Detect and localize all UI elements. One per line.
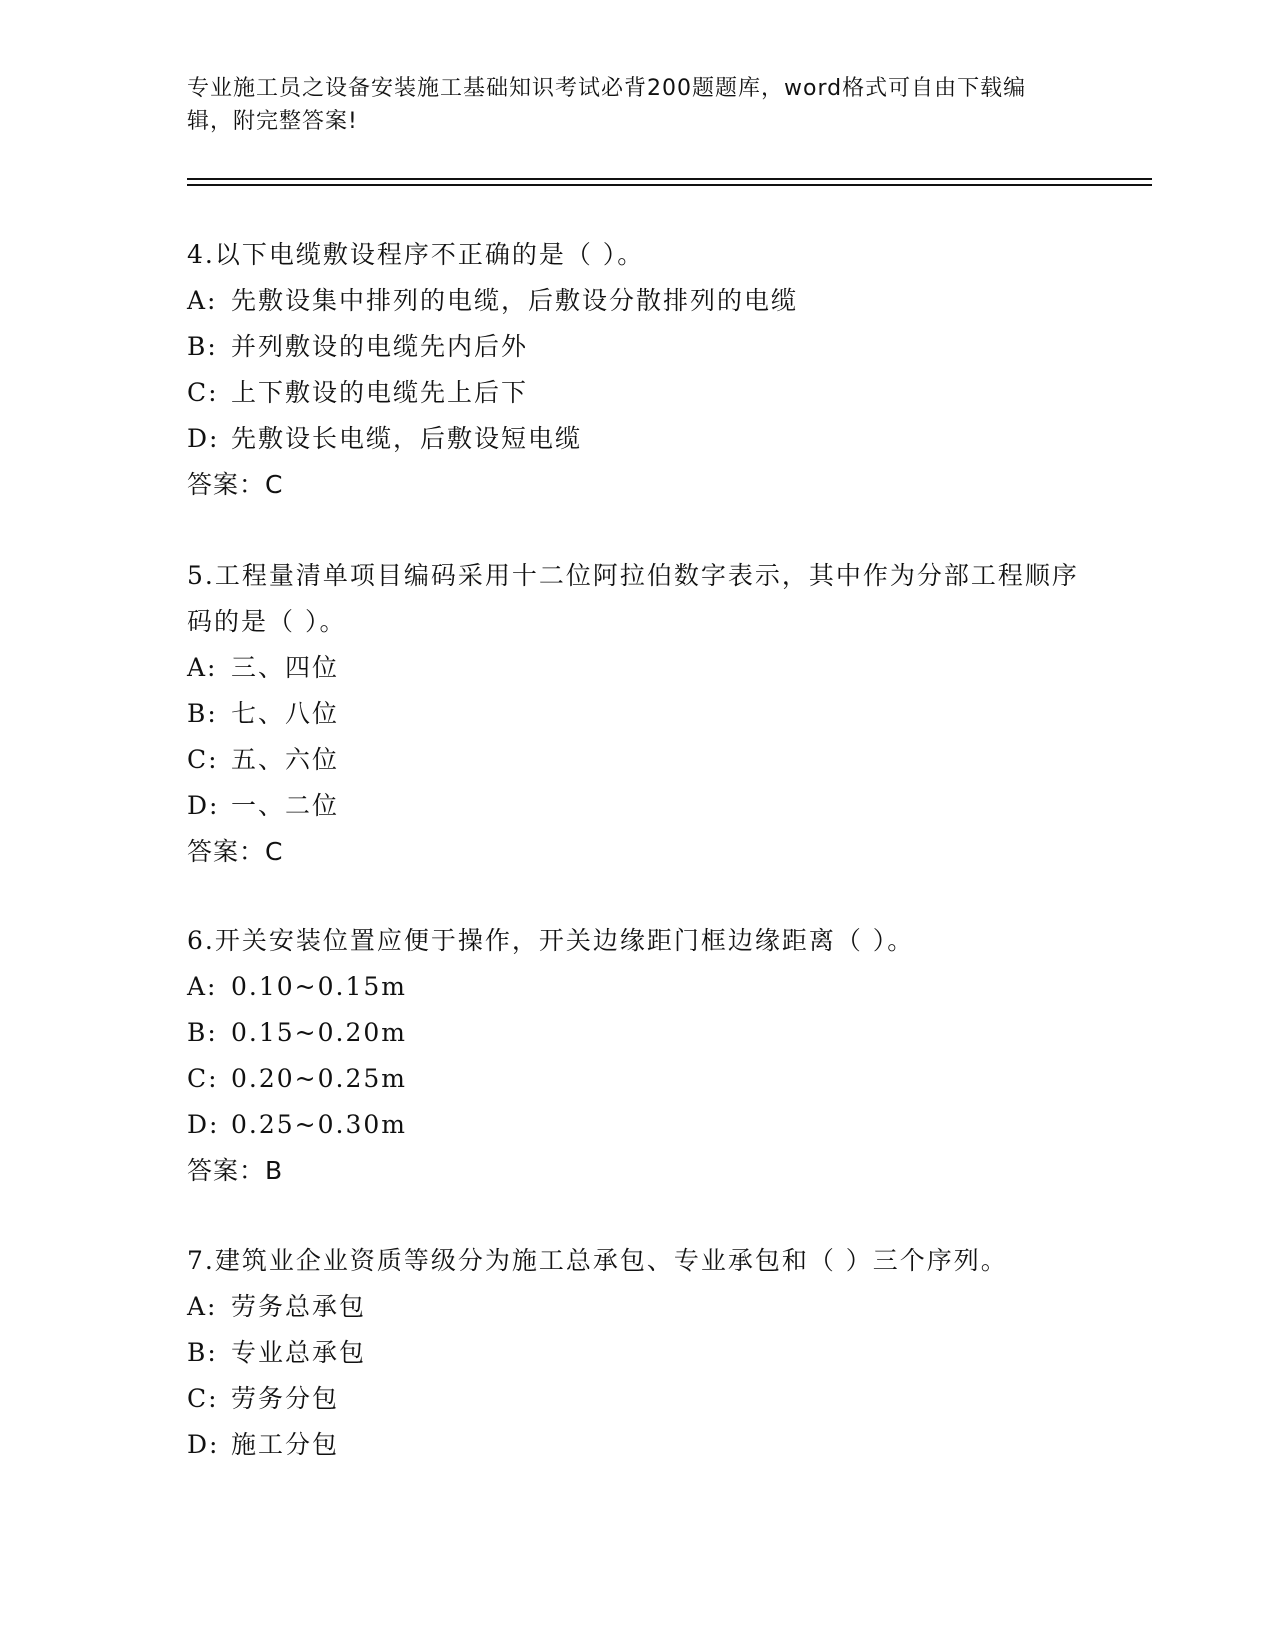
- option-text: 一、二位: [231, 791, 340, 820]
- question-6: [187, 918, 1087, 1194]
- option-text: 劳务总承包: [231, 1292, 367, 1321]
- option-key: B:: [187, 1338, 218, 1367]
- option-text: 上下敷设的电缆先上后下: [231, 378, 529, 407]
- option-text: 三、四位: [231, 653, 340, 682]
- option-d: [187, 783, 1087, 829]
- question-stem: 7.建筑业企业资质等级分为施工总承包、专业承包和（ ）三个序列。: [187, 1246, 1008, 1275]
- option-text: 五、六位: [231, 745, 340, 774]
- option-c: [187, 370, 1087, 416]
- header-rule-top: [187, 178, 1152, 180]
- option-b: [187, 691, 1087, 737]
- option-d: [187, 416, 1087, 462]
- question-stem: 5.工程量清单项目编码采用十二位阿拉伯数字表示，其中作为分部工程顺序码的是（ ）。: [187, 561, 1079, 636]
- option-key: B:: [187, 332, 218, 361]
- answer-line: 答案：C: [187, 470, 284, 499]
- option-key: A:: [187, 972, 218, 1001]
- option-c: [187, 737, 1087, 783]
- question-7: [187, 1238, 1087, 1468]
- option-d: [187, 1422, 1087, 1468]
- option-text: 0.10~0.15m: [231, 972, 407, 1001]
- option-key: C:: [187, 378, 219, 407]
- question-stem: 6.开关安装位置应便于操作，开关边缘距门框边缘距离（ ）。: [187, 926, 915, 955]
- option-text: 0.15~0.20m: [231, 1018, 407, 1047]
- answer-line: 答案：C: [187, 837, 284, 866]
- question-4: [187, 232, 1087, 508]
- option-a: [187, 645, 1087, 691]
- option-key: A:: [187, 1292, 218, 1321]
- option-key: C:: [187, 1384, 219, 1413]
- option-a: [187, 278, 1087, 324]
- option-text: 七、八位: [231, 699, 340, 728]
- option-text: 劳务分包: [231, 1384, 340, 1413]
- option-c: [187, 1056, 1087, 1102]
- header-rule-bottom: [187, 184, 1152, 186]
- question-5: [187, 553, 1087, 875]
- option-key: D:: [187, 791, 220, 820]
- option-text: 0.20~0.25m: [231, 1064, 407, 1093]
- option-a: [187, 964, 1087, 1010]
- option-b: [187, 1330, 1087, 1376]
- option-c: [187, 1376, 1087, 1422]
- option-text: 施工分包: [231, 1430, 340, 1459]
- option-a: [187, 1284, 1087, 1330]
- option-key: D:: [187, 1110, 220, 1139]
- option-key: B:: [187, 1018, 218, 1047]
- option-key: C:: [187, 1064, 219, 1093]
- option-key: C:: [187, 745, 219, 774]
- option-text: 0.25~0.30m: [231, 1110, 407, 1139]
- answer-line: 答案：B: [187, 1156, 284, 1185]
- option-key: D:: [187, 424, 220, 453]
- option-key: A:: [187, 286, 218, 315]
- option-text: 专业总承包: [231, 1338, 367, 1367]
- option-text: 先敷设集中排列的电缆，后敷设分散排列的电缆: [231, 286, 799, 315]
- option-key: A:: [187, 653, 218, 682]
- option-text: 并列敷设的电缆先内后外: [231, 332, 529, 361]
- option-key: D:: [187, 1430, 220, 1459]
- option-text: 先敷设长电缆，后敷设短电缆: [231, 424, 583, 453]
- option-key: B:: [187, 699, 218, 728]
- option-b: [187, 1010, 1087, 1056]
- option-b: [187, 324, 1087, 370]
- option-d: [187, 1102, 1087, 1148]
- question-stem: 4.以下电缆敷设程序不正确的是（ ）。: [187, 240, 645, 269]
- document-header: 专业施工员之设备安装施工基础知识考试必背200题题库，word格式可自由下载编辑，附完整答案!: [187, 76, 1027, 134]
